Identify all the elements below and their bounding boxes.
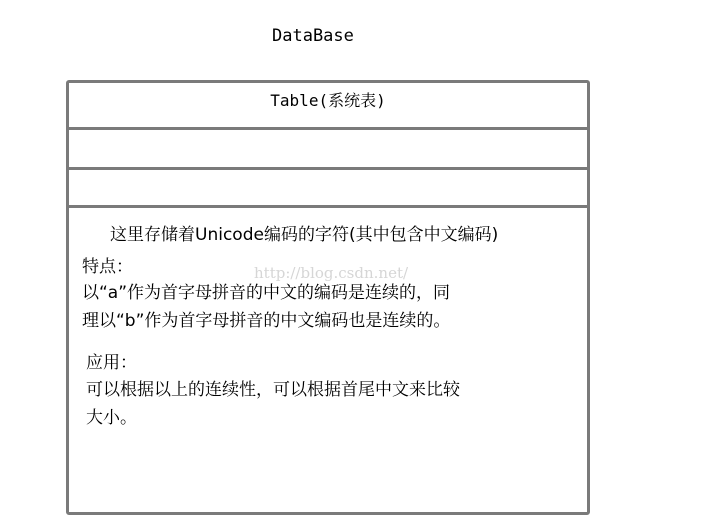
table-title: Table(系统表) (270, 91, 386, 110)
table-row-divider (69, 167, 587, 170)
watermark-text: http://blog.csdn.net/ (254, 264, 409, 282)
table-row-divider (69, 205, 587, 208)
application-line: 可以根据以上的连续性，可以根据首尾中文来比较 (86, 380, 460, 400)
database-label: DataBase (272, 26, 354, 46)
application-line: 大小。 (86, 408, 137, 428)
features-line: 理以“b”作为首字母拼音的中文编码也是连续的。 (82, 311, 451, 331)
storage-description: 这里存储着Unicode编码的字符(其中包含中文编码) (110, 225, 499, 245)
table-row-divider (69, 127, 587, 130)
application-heading: 应用： (86, 353, 137, 373)
features-line: 以“a”作为首字母拼音的中文的编码是连续的，同 (82, 283, 451, 303)
features-heading: 特点： (82, 257, 133, 277)
